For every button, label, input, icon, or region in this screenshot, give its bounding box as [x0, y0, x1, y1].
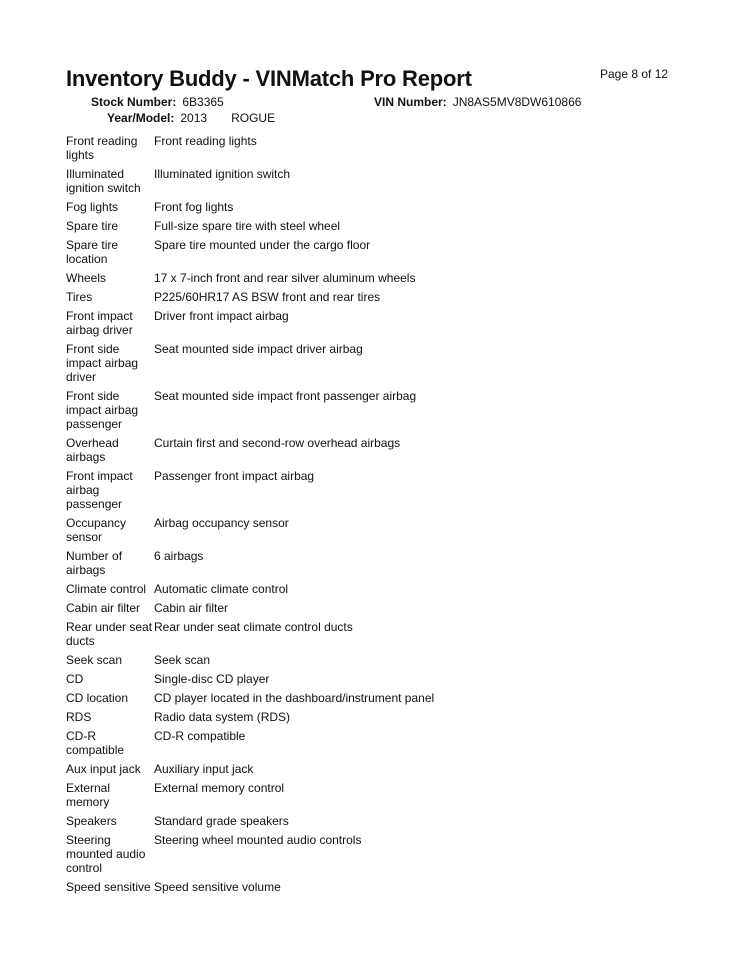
page-number: Page 8 of 12: [600, 67, 669, 81]
year-value: 2013: [180, 111, 208, 125]
feature-value: External memory control: [154, 781, 285, 795]
table-row: [66, 238, 686, 271]
feature-value: Cabin air filter: [154, 601, 229, 615]
feature-label: Tires: [66, 290, 93, 304]
table-row: [66, 342, 686, 389]
table-row: [66, 167, 686, 200]
feature-value: Rear under seat climate control ducts: [154, 620, 353, 634]
table-row: [66, 653, 686, 672]
table-row: [66, 516, 686, 549]
feature-label: Front side impact airbag passenger: [66, 389, 139, 431]
table-row: [66, 833, 686, 880]
table-row: [66, 710, 686, 729]
feature-label: Front impact airbag passenger: [66, 469, 133, 511]
feature-label: Seek scan: [66, 653, 123, 667]
vin-label: VIN Number:: [374, 95, 447, 109]
feature-label: Wheels: [66, 271, 107, 285]
feature-value: Auxiliary input jack: [154, 762, 254, 776]
feature-value: Front reading lights: [154, 134, 257, 148]
table-row: [66, 200, 686, 219]
feature-value: Automatic climate control: [154, 582, 289, 596]
feature-value: Steering wheel mounted audio controls: [154, 833, 362, 847]
feature-value: Full-size spare tire with steel wheel: [154, 219, 341, 233]
feature-label: CD location: [66, 691, 129, 705]
stock-label: Stock Number:: [91, 95, 177, 109]
feature-value: Seat mounted side impact front passenger airbag: [154, 389, 417, 403]
feature-label: Spare tire location: [66, 238, 119, 266]
table-row: [66, 309, 686, 342]
feature-label: Front impact airbag driver: [66, 309, 133, 337]
report-title: Inventory Buddy - VINMatch Pro Report: [66, 66, 472, 91]
feature-label: Aux input jack: [66, 762, 141, 776]
feature-value: P225/60HR17 AS BSW front and rear tires: [154, 290, 381, 304]
feature-label: Illuminated ignition switch: [66, 167, 141, 195]
feature-label: Cabin air filter: [66, 601, 141, 615]
feature-label: Spare tire: [66, 219, 119, 233]
feature-value: Passenger front impact airbag: [154, 469, 315, 483]
feature-label: Number of airbags: [66, 549, 123, 577]
table-row: [66, 549, 686, 582]
feature-label: Fog lights: [66, 200, 119, 214]
stock-number: [91, 95, 224, 109]
table-row: [66, 691, 686, 710]
feature-label: Rear under seat ducts: [66, 620, 153, 648]
feature-value: Spare tire mounted under the cargo floor: [154, 238, 371, 252]
feature-value: Speed sensitive volume: [154, 880, 281, 894]
feature-table: [66, 134, 686, 899]
feature-value: Radio data system (RDS): [154, 710, 291, 724]
feature-label: Climate control: [66, 582, 147, 596]
table-row: [66, 469, 686, 516]
table-row: [66, 134, 686, 167]
vin-number: [374, 95, 581, 109]
table-row: [66, 880, 686, 899]
feature-label: CD-R compatible: [66, 729, 125, 757]
table-row: [66, 582, 686, 601]
feature-value: Front fog lights: [154, 200, 234, 214]
feature-label: Overhead airbags: [66, 436, 119, 464]
table-row: [66, 762, 686, 781]
table-row: [66, 729, 686, 762]
feature-value: CD player located in the dashboard/instrument panel: [154, 691, 435, 705]
feature-label: Occupancy sensor: [66, 516, 127, 544]
feature-value: Seek scan: [154, 653, 211, 667]
feature-value: Driver front impact airbag: [154, 309, 289, 323]
feature-value: Seat mounted side impact driver airbag: [154, 342, 363, 356]
table-row: [66, 436, 686, 469]
feature-label: Speakers: [66, 814, 117, 828]
feature-label: Front side impact airbag driver: [66, 342, 139, 384]
table-row: [66, 672, 686, 691]
table-row: [66, 389, 686, 436]
feature-label: Steering mounted audio control: [66, 833, 146, 875]
stock-value: 6B3365: [182, 95, 224, 109]
feature-value: 6 airbags: [154, 549, 204, 563]
table-row: [66, 601, 686, 620]
table-row: [66, 814, 686, 833]
feature-value: Airbag occupancy sensor: [154, 516, 289, 530]
feature-value: Curtain first and second-row overhead airbags: [154, 436, 401, 450]
feature-value: 17 x 7-inch front and rear silver aluminum wheels: [154, 271, 416, 285]
feature-value: Illuminated ignition switch: [154, 167, 291, 181]
feature-label: External memory: [66, 781, 111, 809]
table-row: [66, 620, 686, 653]
feature-label: RDS: [66, 710, 92, 724]
vin-value: JN8AS5MV8DW610866: [452, 95, 582, 109]
feature-value: CD-R compatible: [154, 729, 246, 743]
feature-value: Single-disc CD player: [154, 672, 270, 686]
feature-label: CD: [66, 672, 84, 686]
model-value: ROGUE: [231, 111, 276, 125]
table-row: [66, 219, 686, 238]
table-row: [66, 271, 686, 290]
year-model-label: Year/Model:: [107, 111, 175, 125]
feature-label: Speed sensitive: [66, 880, 151, 894]
table-row: [66, 781, 686, 814]
year-model: [107, 111, 275, 125]
feature-value: Standard grade speakers: [154, 814, 289, 828]
feature-label: Front reading lights: [66, 134, 138, 162]
table-row: [66, 290, 686, 309]
